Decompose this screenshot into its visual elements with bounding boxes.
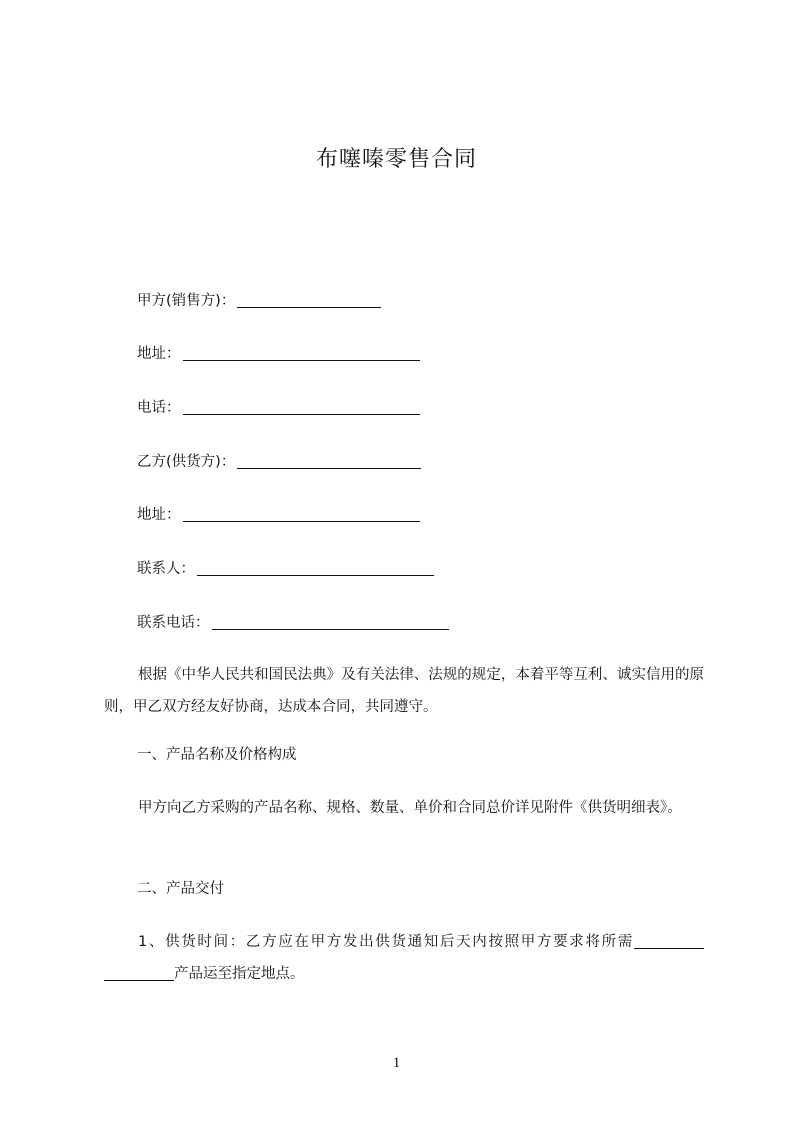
item-1-text-after: 产品运至指定地点。	[174, 966, 305, 982]
section-1-heading: 一、产品名称及价格构成	[137, 747, 297, 763]
item-1-text-before: 1、供货时间：乙方应在甲方发出供货通知后天内按照甲方要求将所需	[138, 934, 634, 950]
item-1-blank-b[interactable]	[104, 966, 174, 981]
page-number: 1	[392, 1055, 401, 1071]
intro-paragraph	[104, 659, 704, 723]
section-1-text: 甲方向乙方采购的产品名称、规格、数量、单价和合同总价详见附件《供货明细表》。	[138, 800, 682, 816]
party-a-phone-blank[interactable]	[183, 400, 420, 415]
contact-phone-field	[137, 613, 449, 633]
document-title: 布噻嗪零售合同	[315, 147, 477, 172]
party-a-address-field	[137, 344, 420, 364]
contact-person-label: 联系人：	[137, 561, 195, 577]
contact-person-field	[137, 559, 434, 579]
party-b-address-field	[137, 505, 420, 525]
party-a-phone-label: 电话：	[137, 400, 181, 416]
section-2-item-1	[104, 926, 704, 990]
contact-phone-blank[interactable]	[212, 615, 449, 630]
party-a-field	[137, 291, 381, 311]
contact-phone-label: 联系电话：	[137, 615, 210, 631]
section-2-heading: 二、产品交付	[137, 881, 224, 897]
party-b-label: 乙方(供货方)：	[137, 454, 236, 470]
item-1-blank-a[interactable]	[634, 934, 704, 949]
party-a-address-label: 地址：	[137, 346, 181, 362]
section-1-paragraph	[104, 792, 704, 824]
party-b-address-blank[interactable]	[183, 507, 420, 522]
party-a-address-blank[interactable]	[183, 346, 420, 361]
party-b-address-label: 地址：	[137, 507, 181, 523]
party-b-blank[interactable]	[237, 454, 421, 469]
contact-person-blank[interactable]	[197, 561, 434, 576]
intro-text: 根据《中华人民共和国民法典》及有关法律、法规的规定，本着平等互利、诚实信用的原则，甲乙双方经友好协商，达成本合同，共同遵守。	[104, 667, 704, 715]
party-a-label: 甲方(销售方)：	[137, 293, 236, 309]
party-b-field	[137, 452, 421, 472]
party-a-phone-field	[137, 398, 420, 418]
party-a-blank[interactable]	[237, 293, 381, 308]
